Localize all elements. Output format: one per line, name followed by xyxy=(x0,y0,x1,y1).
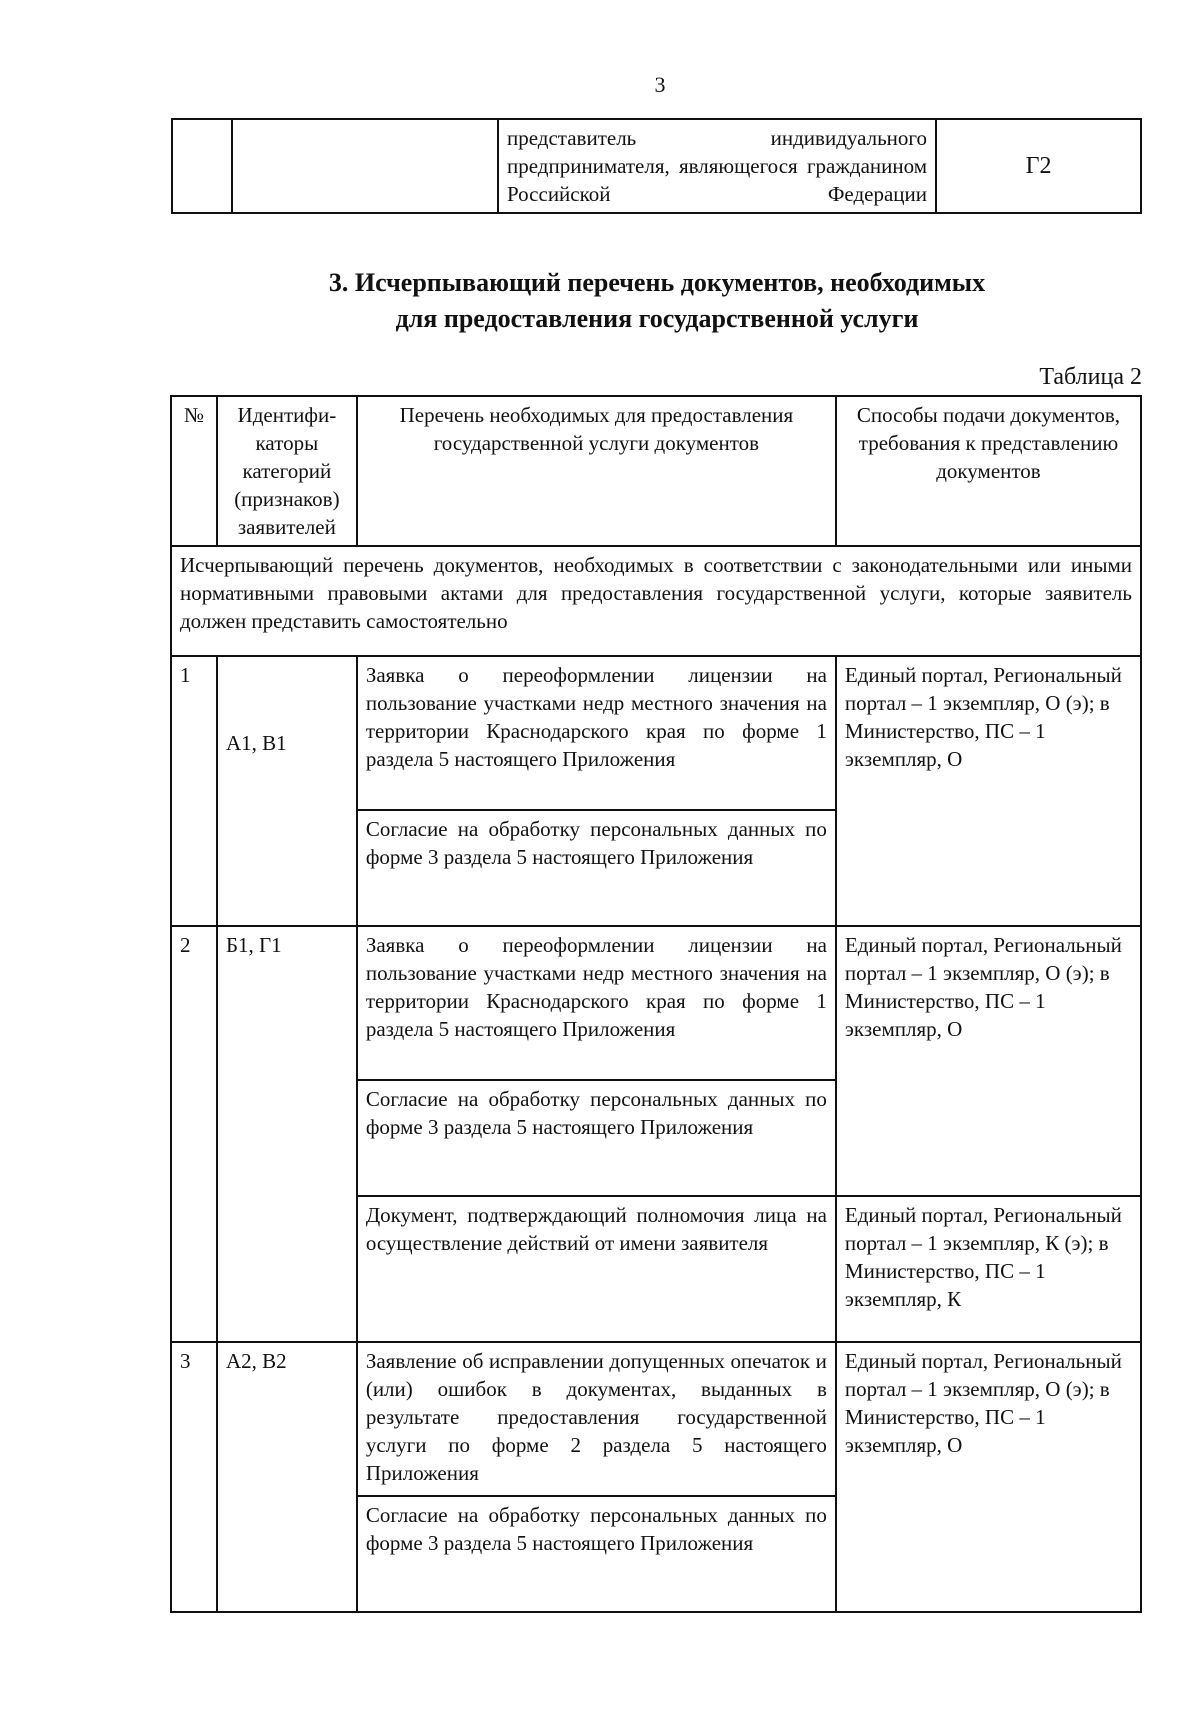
row-doc: Заявка о переоформлении лицензии на пользование участками недр местного значения на территории Краснодарского края по форме 1 раздела 5 настоящего Приложения xyxy=(357,656,836,810)
row-doc: Согласие на обработку персональных данных по форме 3 раздела 5 настоящего Приложения xyxy=(357,1496,836,1612)
table-row xyxy=(172,119,1141,213)
header-ident: Идентифи-каторы категорий (признаков) заявителей xyxy=(217,396,357,546)
section-title-line1: 3. Исчерпывающий перечень документов, необходимых xyxy=(328,268,986,297)
row-doc: Заявка о переоформлении лицензии на пользование участками недр местного значения на территории Краснодарского края по форме 1 раздела 5 настоящего Приложения xyxy=(357,926,836,1080)
row-ident: А1, В1 xyxy=(217,656,357,926)
empty-cell xyxy=(232,119,498,213)
header-num: № xyxy=(171,396,217,546)
applicant-description: представитель индивидуального предпринимателя, являющегося гражданином Российской Федерации xyxy=(498,119,936,213)
section-title xyxy=(171,265,1143,337)
row-method: Единый портал, Региональный портал – 1 экземпляр, К (э); в Министерство, ПС – 1 экземпляр, К xyxy=(836,1196,1141,1342)
table-row xyxy=(171,1342,1141,1496)
row-num: 3 xyxy=(171,1342,217,1612)
row-ident: А2, В2 xyxy=(217,1342,357,1612)
row-doc: Заявление об исправлении допущенных опечаток и (или) ошибок в документах, выданных в результате предоставления государственной услуги по форме 2 раздела 5 настоящего Приложения xyxy=(357,1342,836,1496)
section-row-text: Исчерпывающий перечень документов, необходимых в соответствии с законодательными или иными нормативными правовыми актами для предоставления государственной услуги, которые заявитель должен представить самостоятельно xyxy=(171,546,1141,656)
table-row xyxy=(171,926,1141,1080)
applicant-code: Г2 xyxy=(936,119,1141,213)
page-number: 3 xyxy=(654,72,666,97)
header-docs: Перечень необходимых для предоставления государственной услуги документов xyxy=(357,396,836,546)
row-num: 2 xyxy=(171,926,217,1342)
continuation-table xyxy=(171,118,1142,214)
row-ident: Б1, Г1 xyxy=(217,926,357,1342)
row-doc: Согласие на обработку персональных данных по форме 3 раздела 5 настоящего Приложения xyxy=(357,1080,836,1196)
empty-cell xyxy=(172,119,232,213)
row-doc: Документ, подтверждающий полномочия лица на осуществление действий от имени заявителя xyxy=(357,1196,836,1342)
row-doc: Согласие на обработку персональных данных по форме 3 раздела 5 настоящего Приложения xyxy=(357,810,836,926)
table-header-row xyxy=(171,396,1141,546)
header-methods: Способы подачи документов, требования к представлению документов xyxy=(836,396,1141,546)
row-method: Единый портал, Региональный портал – 1 экземпляр, О (э); в Министерство, ПС – 1 экземпляр, О xyxy=(836,926,1141,1196)
documents-table xyxy=(170,395,1142,1613)
table-row xyxy=(171,656,1141,810)
row-num: 1 xyxy=(171,656,217,926)
row-method: Единый портал, Региональный портал – 1 экземпляр, О (э); в Министерство, ПС – 1 экземпляр, О xyxy=(836,656,1141,926)
table-label: Таблица 2 xyxy=(1039,364,1142,390)
table-section-row xyxy=(171,546,1141,656)
row-method: Единый портал, Региональный портал – 1 экземпляр, О (э); в Министерство, ПС – 1 экземпляр, О xyxy=(836,1342,1141,1612)
section-title-line2: для предоставления государственной услуги xyxy=(395,304,919,333)
